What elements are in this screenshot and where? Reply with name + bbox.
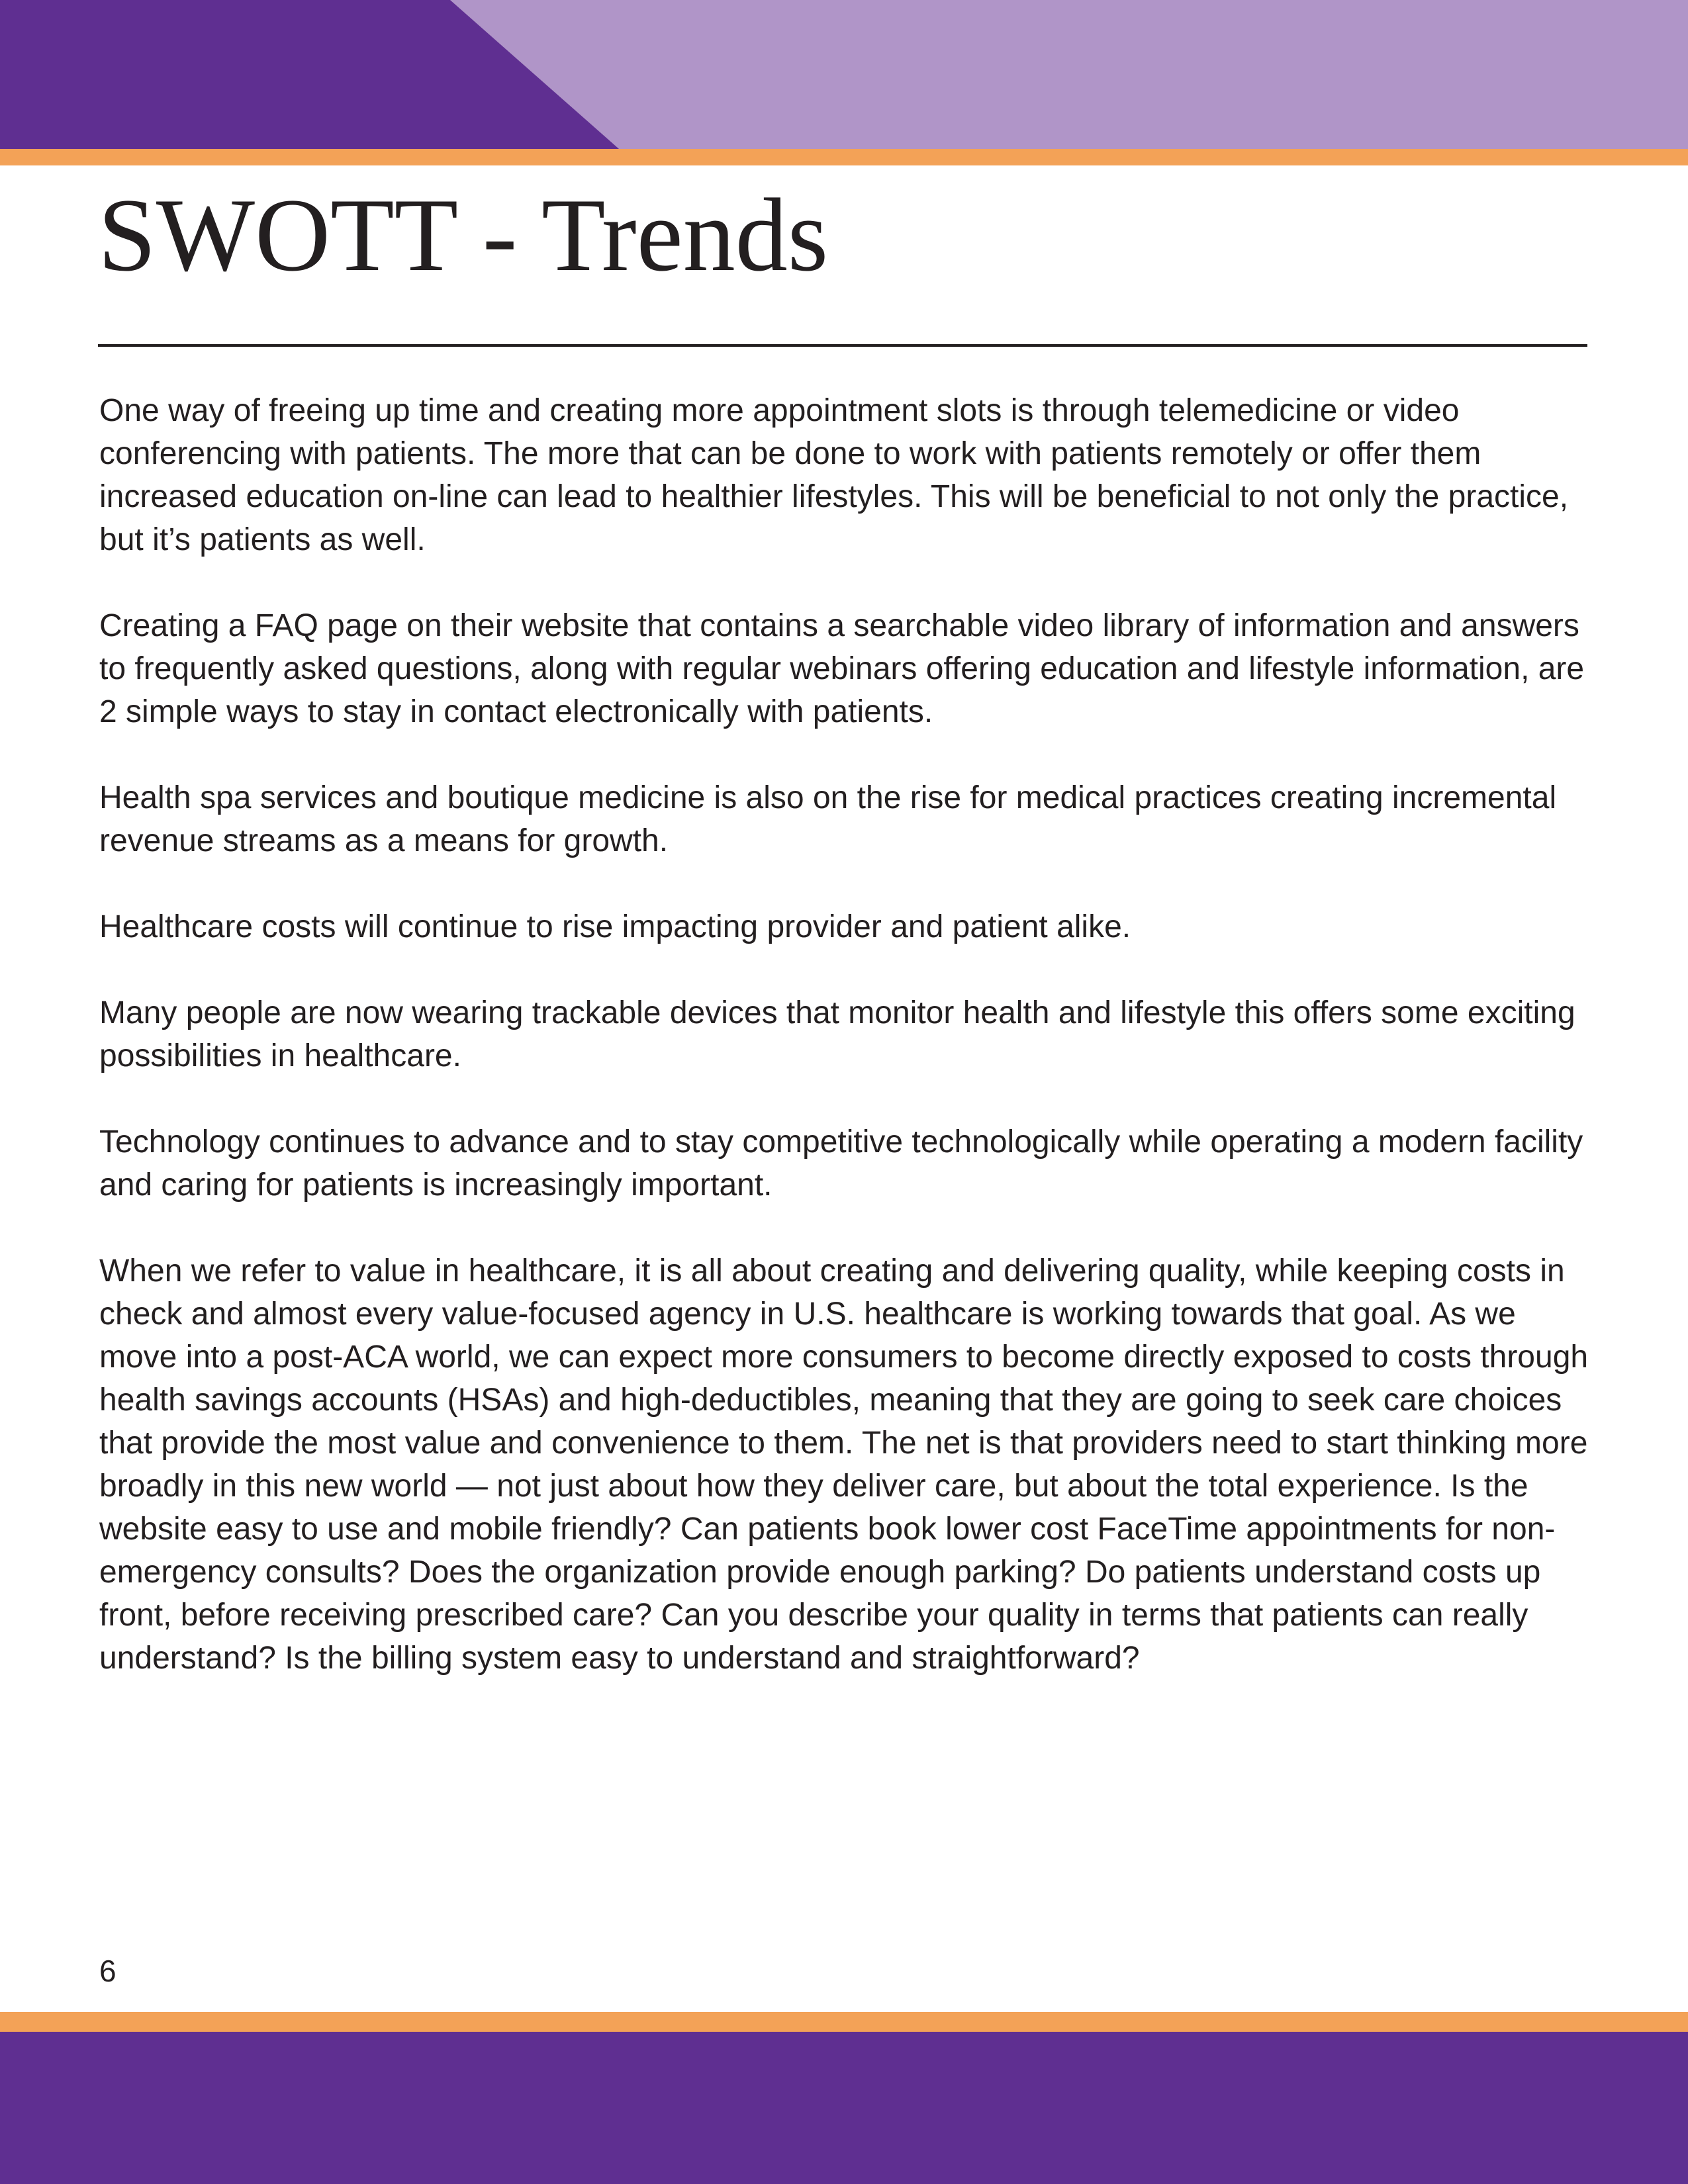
page-title: SWOTT - Trends	[98, 177, 829, 293]
paragraph-healthcare-costs: Healthcare costs will continue to rise impacting provider and patient alike.	[99, 909, 1131, 944]
footer-purple-band	[0, 2032, 1688, 2184]
title-divider	[98, 344, 1587, 347]
paragraph-faq-page: Creating a FAQ page on their website that contains a searchable video library of information and answers to frequently asked questions, along with regular webinars offering education and lifestyle information, are 2 simple ways to stay in contact electronically with patients.	[99, 608, 1585, 729]
footer-banner	[0, 2012, 1688, 2184]
page-number: 6	[99, 1954, 117, 1988]
footer-banner-graphic	[0, 2012, 1688, 2184]
footer-orange-stripe	[0, 2012, 1688, 2032]
paragraph-trackable-devices: Many people are now wearing trackable devices that monitor health and lifestyle this offers some exciting possibilities in healthcare.	[99, 995, 1575, 1073]
paragraph-technology: Technology continues to advance and to stay competitive technologically while operating a modern facility and caring for patients is increasingly important.	[99, 1124, 1583, 1203]
header-banner	[0, 0, 1688, 165]
body-text	[99, 389, 1589, 1723]
header-orange-stripe	[0, 149, 1688, 165]
header-banner-graphic	[0, 0, 1688, 165]
paragraph-telemedicine: One way of freeing up time and creating more appointment slots is through telemedicine or video conferencing with patients. The more that can be done to work with patients remotely or offer them increased education on-line can lead to healthier lifestyles. This will be beneficial to not only the practice, but it’s patients as well.	[99, 393, 1569, 557]
paragraph-value-in-healthcare: When we refer to value in healthcare, it is all about creating and delivering quality, while keeping costs in check and almost every value-focused agency in U.S. healthcare is working towards that goal. As we move into a post-ACA world, we can expect more consumers to become directly exposed to costs through health savings accounts (HSAs) and high-deductibles, meaning that they are going to seek care choices that provide the most value and convenience to them. The net is that providers need to start thinking more broadly in this new world — not just about how they deliver care, but about the total experience. Is the website easy to use and mobile friendly? Can patients book lower cost FaceTime appointments for non-emergency consults? Does the organization provide enough parking? Do patients understand costs up front, before receiving prescribed care? Can you describe your quality in terms that patients can really understand? Is the billing system easy to understand and straightforward?	[99, 1253, 1589, 1676]
paragraph-health-spa: Health spa services and boutique medicine is also on the rise for medical practices creating incremental revenue streams as a means for growth.	[99, 780, 1557, 858]
